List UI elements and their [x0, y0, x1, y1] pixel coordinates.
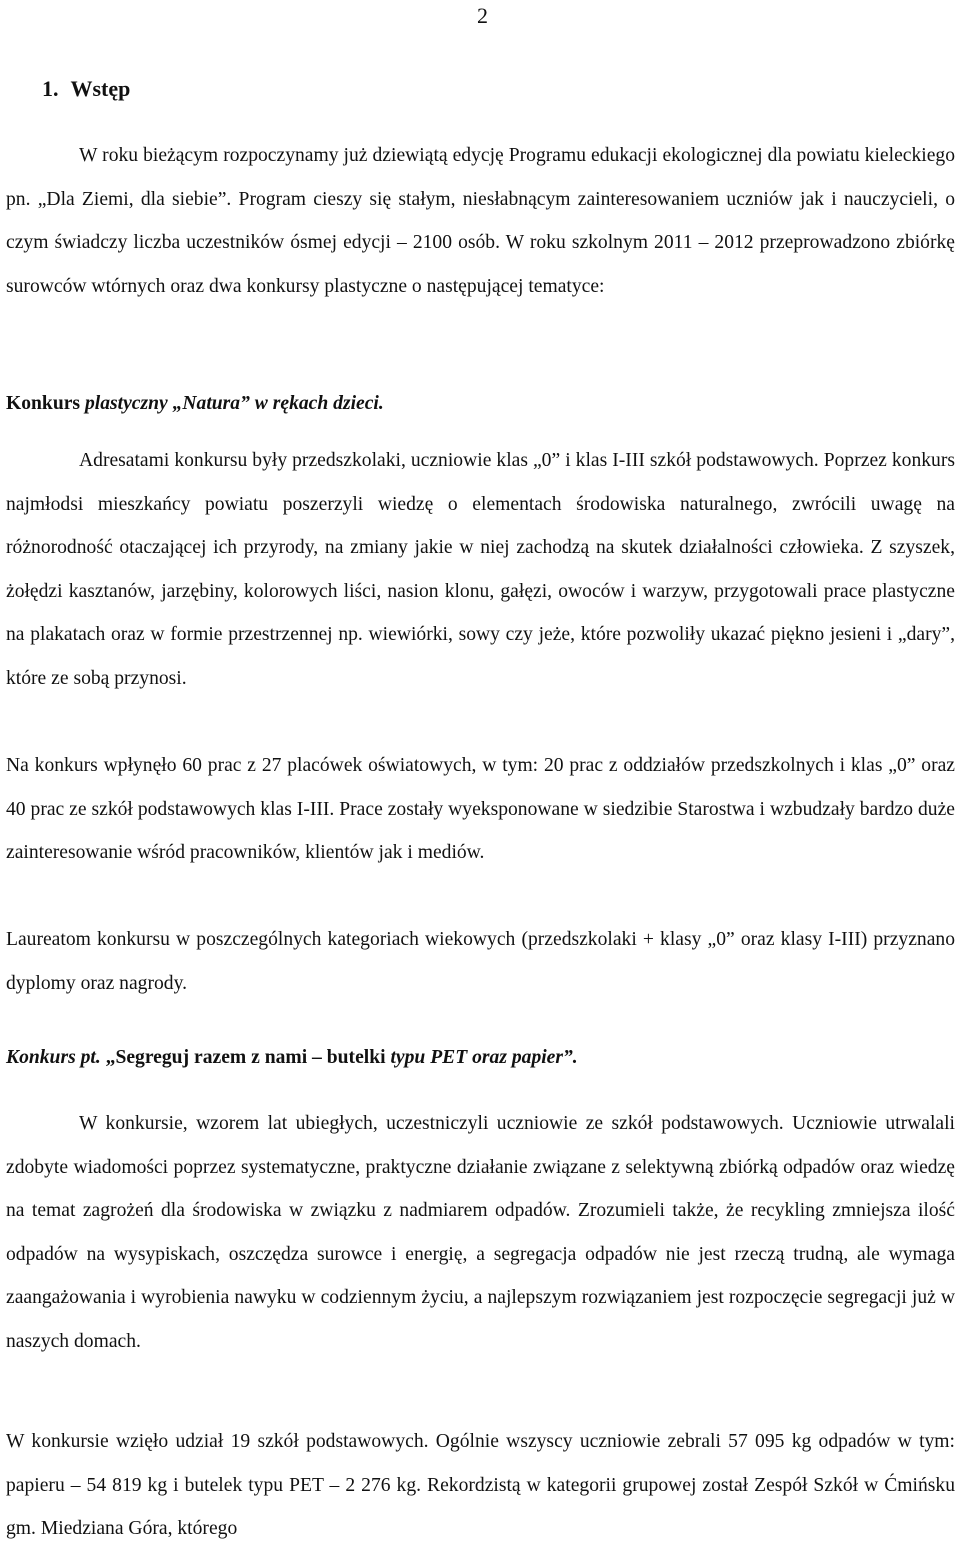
subheading-konkurs-natura-title: plastyczny „Natura” w rękach dzieci.	[84, 393, 384, 414]
section-number: 1.	[42, 76, 59, 101]
paragraph-konkurs-natura-awards: Laureatom konkursu w poszczególnych kategoriach wiekowych (przedszkolaki + klasy „0” oraz klasy I-III) przyznano dyplomy oraz nagrody.	[6, 929, 955, 994]
page-number: 2	[477, 3, 488, 28]
subheading-konkurs-natura	[6, 389, 384, 419]
paragraph-konkurs-segreguj: W konkursie, wzorem lat ubiegłych, uczestniczyli uczniowie ze szkół podstawowych. Uczniowie utrwalali zdobyte wiadomości poprzez systematyczne, praktyczne działanie związane z selektywną zbiórką odpadów oraz wiedzę na temat zagrożeń dla środowiska w związku z nadmiarem odpadów. Zrozumieli także, że recykling zmniejsza ilość odpadów na wysypiskach, oszczędza surowce i energię, a segregacja odpadów nie jest rzeczą trudną, ale wymaga zaangażowania i wyrobienia nawyku w codziennym życiu, a najlepszym rozwiązaniem jest rozpoczęcie segregacji już w naszych domach.	[6, 1113, 955, 1352]
subheading-konkurs-segreguj-title-a: „Segreguj razem z nami – butelki	[105, 1047, 386, 1068]
paragraph-konkurs-natura-results: Na konkurs wpłynęło 60 prac z 27 placówek oświatowych, w tym: 20 prac z oddziałów przedszkolnych i klas „0” oraz 40 prac ze szkół podstawowych klas I-III. Prace zostały wyeksponowane w siedzibie Starostwa i wzbudzały bardzo duże zainteresowanie wśród pracowników, klientów jak i mediów.	[6, 755, 955, 863]
subheading-konkurs-segreguj	[6, 1043, 578, 1073]
section-title: Wstęp	[70, 76, 131, 101]
subheading-konkurs-segreguj-title-b: typu PET oraz papier”.	[390, 1047, 578, 1068]
subheading-konkurs-segreguj-prefix: Konkurs pt.	[6, 1047, 101, 1068]
paragraph-konkurs-segreguj-results: W konkursie wzięło udział 19 szkół podstawowych. Ogólnie wszyscy uczniowie zebrali 57 095 kg odpadów w tym: papieru – 54 819 kg i butelek typu PET – 2 276 kg. Rekordzistą w kategorii grupowej został Zespół Szkół w Ćmińsku gm. Miedziana Góra, którego	[6, 1431, 955, 1539]
paragraph-konkurs-natura: Adresatami konkursu były przedszkolaki, uczniowie klas „0” i klas I-III szkół podstawowych. Poprzez konkurs najmłodsi mieszkańcy powiatu poszerzyli wiedzę o elementach środowiska naturalnego, zwrócili uwagę na różnorodność otaczającej ich przyrody, na zmiany jakie w niej zachodzą na skutek działalności człowieka. Z szyszek, żołędzi kasztanów, jarzębiny, kolorowych liści, nasion klonu, gałęzi, owoców i warzyw, przygotowali prace plastyczne na plakatach oraz w formie przestrzennej np. wiewiórki, sowy czy jeże, które pozwoliły ukazać piękno jesieni i „dary”, które ze sobą przynosi.	[6, 450, 955, 689]
section-heading	[42, 73, 130, 105]
paragraph-intro: W roku bieżącym rozpoczynamy już dziewiątą edycję Programu edukacji ekologicznej dla powiatu kieleckiego pn. „Dla Ziemi, dla siebie”. Program cieszy się stałym, niesłabnącym zainteresowaniem uczniów jak i nauczycieli, o czym świadczy liczba uczestników ósmej edycji – 2100 osób. W roku szkolnym 2011 – 2012 przeprowadzono zbiórkę surowców wtórnych oraz dwa konkursy plastyczne o następującej tematyce:	[6, 145, 955, 297]
subheading-konkurs-natura-prefix: Konkurs	[6, 393, 81, 414]
